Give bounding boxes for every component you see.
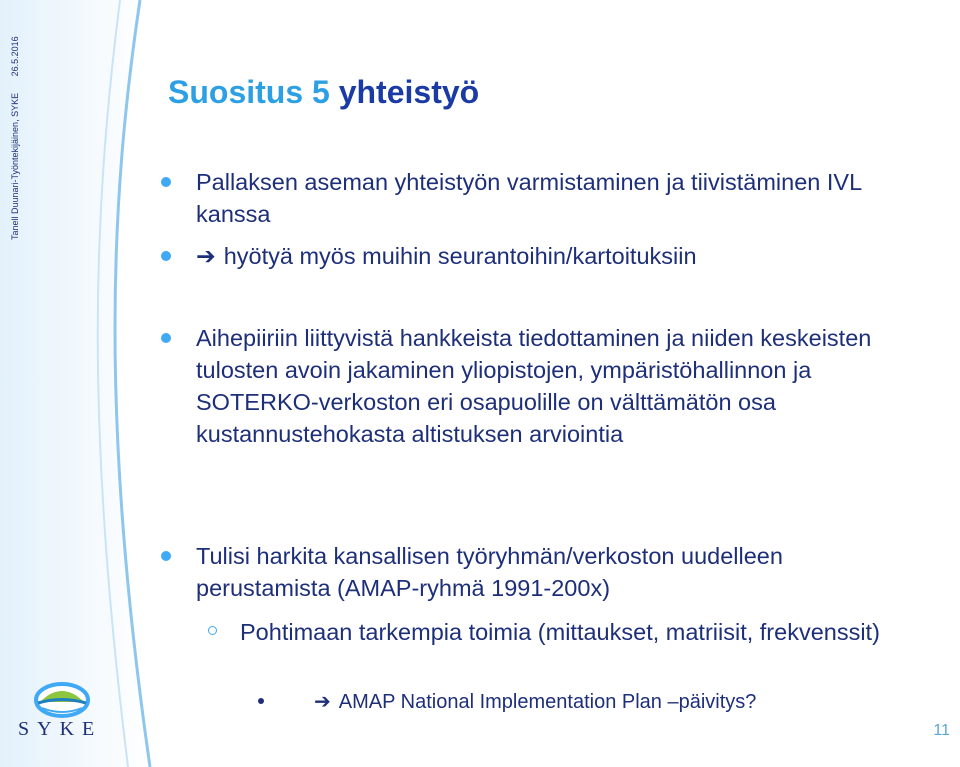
- sub-bullet-text-1: Pohtimaan tarkempia toimia (mittaukset, matriisit, frekvenssit): [240, 619, 880, 645]
- side-date: 26.5.2016: [10, 36, 20, 77]
- bullet-text-2: hyötyä myös muihin seurantoihin/kartoituksiin: [223, 243, 697, 269]
- bullet-text-3: Aihepiiriin liittyvistä hankkeista tiedottaminen ja niiden keskeisten tulosten avoin jakaminen yliopistojen, ympäristöhallinnon ja SOTERKO-verkoston eri osapuolille on välttämätön osa kustannustehokasta altistuksen arviointia: [196, 325, 872, 447]
- bullet-icon: [161, 333, 171, 343]
- bullet-item-1: [196, 166, 936, 230]
- arrow-right-icon: ➔: [196, 242, 216, 270]
- page-number: 11: [933, 722, 950, 739]
- bullet-item-4: [196, 540, 916, 604]
- bullet-icon: [161, 177, 171, 187]
- title-part2: yhteistyö: [338, 74, 480, 110]
- side-footer: [10, 22, 20, 240]
- bullet-text-4: Tulisi harkita kansallisen työryhmän/verkoston uudelleen perustamista (AMAP-ryhmä 1991-200x): [196, 543, 783, 601]
- bullet-icon: [161, 551, 171, 561]
- bullet-icon: [161, 251, 171, 261]
- side-author: Tanell Duunari-Työntekijäinen, SYKE: [10, 92, 20, 240]
- title-part1: Suositus 5: [168, 74, 330, 110]
- bullet-item-3: [196, 322, 896, 450]
- sub-bullet-item-1: [240, 616, 900, 648]
- circle-bullet-icon: [208, 626, 217, 635]
- bullet-text-1: Pallaksen aseman yhteistyön varmistaminen ja tiivistäminen IVL kanssa: [196, 169, 862, 227]
- sub-sub-bullet-text-1: AMAP National Implementation Plan –päivitys?: [338, 691, 757, 713]
- arrow-right-icon: ➔: [314, 689, 331, 713]
- page-title: [168, 74, 479, 111]
- logo-text: SYKE: [18, 718, 103, 740]
- bullet-item-2: [196, 240, 936, 272]
- sub-sub-bullet-item-1: [314, 687, 934, 716]
- dot-bullet-icon: [258, 698, 264, 704]
